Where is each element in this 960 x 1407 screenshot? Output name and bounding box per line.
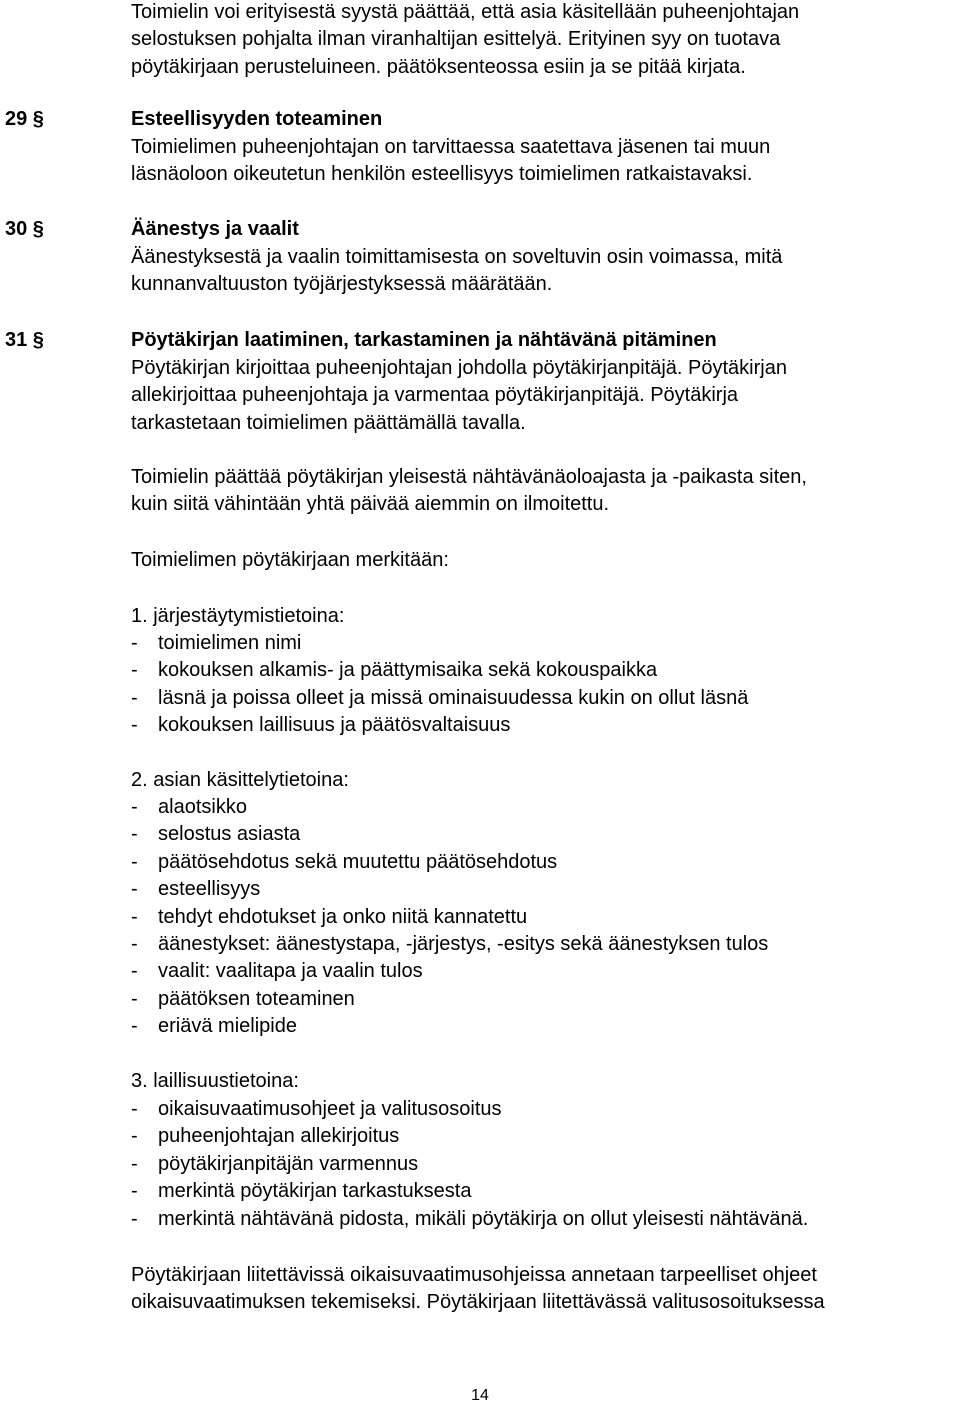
closing-line: oikaisuvaatimuksen tekemiseksi. Pöytäkirjaan liitettävässä valitusosoituksessa xyxy=(131,1291,825,1314)
list-item-text: kokouksen alkamis- ja päättymisaika sekä kokouspaikka xyxy=(158,659,658,681)
list-item xyxy=(131,630,301,657)
list-item xyxy=(131,876,260,903)
list-item xyxy=(131,1013,297,1040)
section-number: 31 § xyxy=(5,329,44,351)
minutes-intro: Toimielimen pöytäkirjaan merkitään: xyxy=(131,549,449,571)
list-item-text: merkintä pöytäkirjan tarkastuksesta xyxy=(158,1180,472,1202)
list-item xyxy=(131,1178,471,1205)
list-item-text: tehdyt ehdotukset ja onko niitä kannatettu xyxy=(158,906,528,928)
section-body xyxy=(131,134,770,189)
list-item xyxy=(131,986,355,1013)
dash: - xyxy=(131,1098,138,1120)
dash: - xyxy=(131,1208,138,1230)
section-number: 30 § xyxy=(5,218,44,240)
section-line: tarkastetaan toimielimen päättämällä tavalla. xyxy=(131,411,526,434)
list-item xyxy=(131,794,247,821)
list-item-text: eriävä mielipide xyxy=(158,1015,297,1037)
list-item xyxy=(131,958,423,985)
list-item xyxy=(131,657,657,684)
intro-line: pöytäkirjaan perusteluineen. päätöksenteossa esiin ja se pitää kirjata. xyxy=(131,55,746,78)
dash: - xyxy=(131,1153,138,1175)
dash: - xyxy=(131,796,138,818)
paragraph-line: kuin siitä vähintään yhtä päivää aiemmin on ilmoitettu. xyxy=(131,493,610,516)
list-item-text: pöytäkirjanpitäjän varmennus xyxy=(158,1153,419,1175)
dash: - xyxy=(131,1125,138,1147)
list-item xyxy=(131,1206,808,1233)
dash: - xyxy=(131,632,138,654)
dash: - xyxy=(131,851,138,873)
closing-paragraph xyxy=(131,1262,825,1317)
group-heading: 2. asian käsittelytietoina: xyxy=(131,769,349,791)
section-title: Äänestys ja vaalit xyxy=(131,218,299,240)
list-item-text: vaalit: vaalitapa ja vaalin tulos xyxy=(158,960,423,982)
dash: - xyxy=(131,878,138,900)
list-item xyxy=(131,712,510,739)
section-line: allekirjoittaa puheenjohtaja ja varmentaa pöytäkirjanpitäjä. Pöytäkirja xyxy=(131,384,739,407)
list-item-text: selostus asiasta xyxy=(158,823,301,845)
list-item xyxy=(131,904,527,931)
section-line: Äänestyksestä ja vaalin toimittamisesta on soveltuvin osin voimassa, mitä xyxy=(131,246,783,268)
dash: - xyxy=(131,1015,138,1037)
dash: - xyxy=(131,687,138,709)
section-body xyxy=(131,355,787,437)
list-item xyxy=(131,1151,418,1178)
group-heading: 3. laillisuustietoina: xyxy=(131,1070,299,1092)
dash: - xyxy=(131,659,138,681)
dash: - xyxy=(131,933,138,955)
section-number: 29 § xyxy=(5,108,44,130)
list-item-text: oikaisuvaatimusohjeet ja valitusosoitus xyxy=(158,1098,502,1120)
list-item xyxy=(131,685,748,712)
group-heading: 1. järjestäytymistietoina: xyxy=(131,605,345,627)
intro-line: selostuksen pohjalta ilman viranhaltijan esittelyä. Erityinen syy on tuotava xyxy=(131,28,781,51)
dash: - xyxy=(131,988,138,1010)
section-title: Pöytäkirjan laatiminen, tarkastaminen ja nähtävänä pitäminen xyxy=(131,329,717,351)
list-item xyxy=(131,849,557,876)
section-title: Esteellisyyden toteaminen xyxy=(131,108,383,130)
dash: - xyxy=(131,823,138,845)
list-item-text: alaotsikko xyxy=(158,796,247,818)
list-item-text: päätösehdotus sekä muutettu päätösehdotus xyxy=(158,851,558,873)
dash: - xyxy=(131,714,138,736)
dash: - xyxy=(131,1180,138,1202)
list-item xyxy=(131,1123,399,1150)
list-item-text: puheenjohtajan allekirjoitus xyxy=(158,1125,400,1147)
list-item xyxy=(131,1096,502,1123)
list-item-text: esteellisyys xyxy=(158,878,261,900)
list-item-text: toimielimen nimi xyxy=(158,632,302,654)
list-item-text: äänestykset: äänestystapa, -järjestys, -esitys sekä äänestyksen tulos xyxy=(158,933,769,955)
section-line: Toimielimen puheenjohtajan on tarvittaessa saatettava jäsenen tai muun xyxy=(131,136,771,158)
page-number: 14 xyxy=(471,1387,489,1404)
section-line: Pöytäkirjan kirjoittaa puheenjohtajan johdolla pöytäkirjanpitäjä. Pöytäkirjan xyxy=(131,357,787,379)
intro-line: Toimielin voi erityisestä syystä päättää, että asia käsitellään puheenjohtajan xyxy=(131,1,800,23)
list-item-text: päätöksen toteaminen xyxy=(158,988,355,1010)
list-item-text: merkintä nähtävänä pidosta, mikäli pöytäkirja on ollut yleisesti nähtävänä. xyxy=(158,1208,809,1230)
intro-paragraph xyxy=(131,0,799,81)
list-item-text: kokouksen laillisuus ja päätösvaltaisuus xyxy=(158,714,511,736)
section-body xyxy=(131,244,782,299)
list-item-text: läsnä ja poissa olleet ja missä ominaisuudessa kukin on ollut läsnä xyxy=(158,687,749,709)
section-line: kunnanvaltuuston työjärjestyksessä määrätään. xyxy=(131,273,553,296)
list-item xyxy=(131,931,768,958)
dash: - xyxy=(131,960,138,982)
closing-line: Pöytäkirjaan liitettävissä oikaisuvaatimusohjeissa annetaan tarpeelliset ohjeet xyxy=(131,1264,817,1286)
list-item xyxy=(131,821,300,848)
paragraph-line: Toimielin päättää pöytäkirjan yleisestä nähtävänäoloajasta ja -paikasta siten, xyxy=(131,466,807,488)
section-line: läsnäoloon oikeutetun henkilön esteellisyys toimielimen ratkaistavaksi. xyxy=(131,163,753,186)
dash: - xyxy=(131,906,138,928)
public-display-paragraph xyxy=(131,464,807,519)
